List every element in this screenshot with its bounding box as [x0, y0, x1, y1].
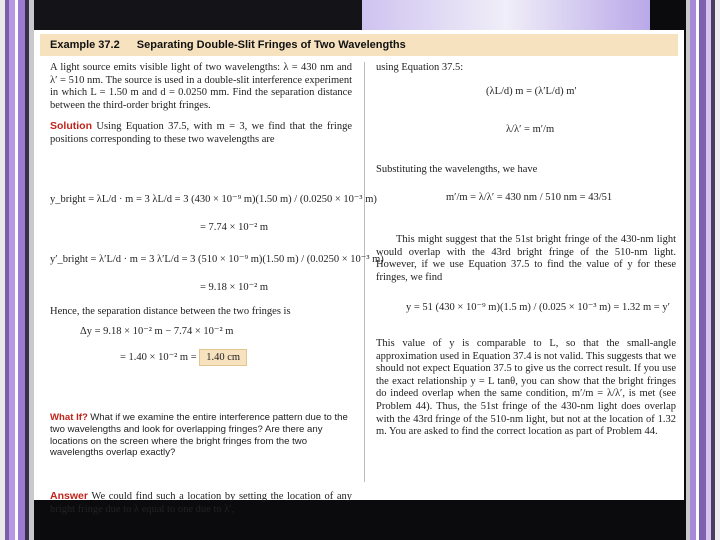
what-if-block: [50, 412, 352, 459]
equation-delta-y-result: = 1.40 × 10⁻² m =: [120, 352, 197, 363]
problem-statement: A light source emits visible light of two wavelengths: λ = 430 nm and λ′ = 510 nm. The source is used in a double-slit interference experiment in which L = 1.50 m and d = 0.0250 mm. Find the separation distance between the third-order bright fringes.: [50, 62, 352, 111]
equation-delta-y: Δy = 9.18 × 10⁻² m − 7.74 × 10⁻² m: [80, 326, 234, 337]
equation-y-bright-result: = 7.74 × 10⁻² m: [200, 222, 269, 233]
solution-text: Using Equation 37.5, with m = 3, we find that the fringe positions corresponding to these two wavelengths are: [50, 121, 352, 145]
equation-fringe-match: (λL/d) m = (λ′L/d) m′: [486, 86, 577, 97]
right-column: [376, 62, 676, 438]
equation-delta-y-result-row: [120, 352, 247, 365]
equation-y-bright: y_bright = λL/d · m = 3 λL/d = 3 (430 × 10⁻⁹ m)(1.50 m) / (0.0250 × 10⁻³ m): [50, 194, 377, 205]
equation-y-prime-bright: y′_bright = λ′L/d · m = 3 λ′L/d = 3 (510 × 10⁻⁹ m)(1.50 m) / (0.0250 × 10⁻³ m): [50, 254, 384, 265]
what-if-text: What if we examine the entire interference pattern due to the two wavelengths and look for overlapping fringes? Are there any locations on the screen where the bright fringes from the two wavelengths overlap exactly?: [50, 412, 348, 459]
example-label: Example 37.2: [50, 39, 120, 51]
overlap-paragraph: This might suggest that the 51st bright fringe of the 430-nm light would overlap with the 43rd bright fringe of the 510-nm light. However, if we use Equation 37.5 to find the value of y for these fringes, we find: [376, 234, 676, 283]
example-title: Separating Double-Slit Fringes of Two Wavelengths: [136, 39, 406, 51]
solution-paragraph: [50, 120, 352, 146]
what-if-label: What If?: [50, 412, 88, 423]
top-right-band: [650, 0, 686, 34]
right-decorative-stripes: [686, 0, 720, 540]
equation-ratio: λ/λ′ = m′/m: [506, 124, 555, 135]
left-column: [50, 62, 384, 515]
answer-text: We could find such a location by setting the location of any bright fringe due to λ equal to one due to λ′,: [50, 491, 352, 515]
answer-label: Answer: [50, 490, 88, 502]
solution-label: Solution: [50, 120, 92, 133]
answer-highlight-box: 1.40 cm: [199, 349, 247, 366]
substituting-text: Substituting the wavelengths, we have: [376, 164, 538, 175]
top-dark-band: [34, 0, 362, 34]
conclusion-paragraph: This value of y is comparable to L, so that the small-angle approximation used in Equation 37.4 is not valid. This suggests that we should not expect Equation 37.5 to give us the correct result. If you use the exact relationship y = L tanθ, you can show that the bright fringes do indeed overlap when the same condition, m′/m = λ/λ′, is met (see Problem 44). Thus, the 51st fringe of the 430-nm light does overlap with the 43rd fringe of the 510-nm light, but not at the location of 1.32 m. You are asked to find the correct location as part of Problem 44.: [376, 338, 676, 438]
equation-y-prime-result: = 9.18 × 10⁻² m: [200, 282, 269, 293]
answer-paragraph: [50, 490, 352, 516]
equation-y-value: y = 51 (430 × 10⁻⁹ m)(1.5 m) / (0.025 × 10⁻³ m) = 1.32 m = y′: [406, 302, 670, 313]
top-lavender-band: [362, 0, 650, 34]
hence-text: Hence, the separation distance between the two fringes is: [50, 306, 291, 317]
example-header: [40, 34, 678, 56]
using-equation-text: using Equation 37.5:: [376, 62, 464, 73]
equation-ratio-values: m′/m = λ/λ′ = 430 nm / 510 nm = 43/51: [446, 192, 613, 203]
left-decorative-stripes: [0, 0, 34, 540]
textbook-page: [34, 30, 684, 515]
column-divider: [364, 62, 365, 482]
